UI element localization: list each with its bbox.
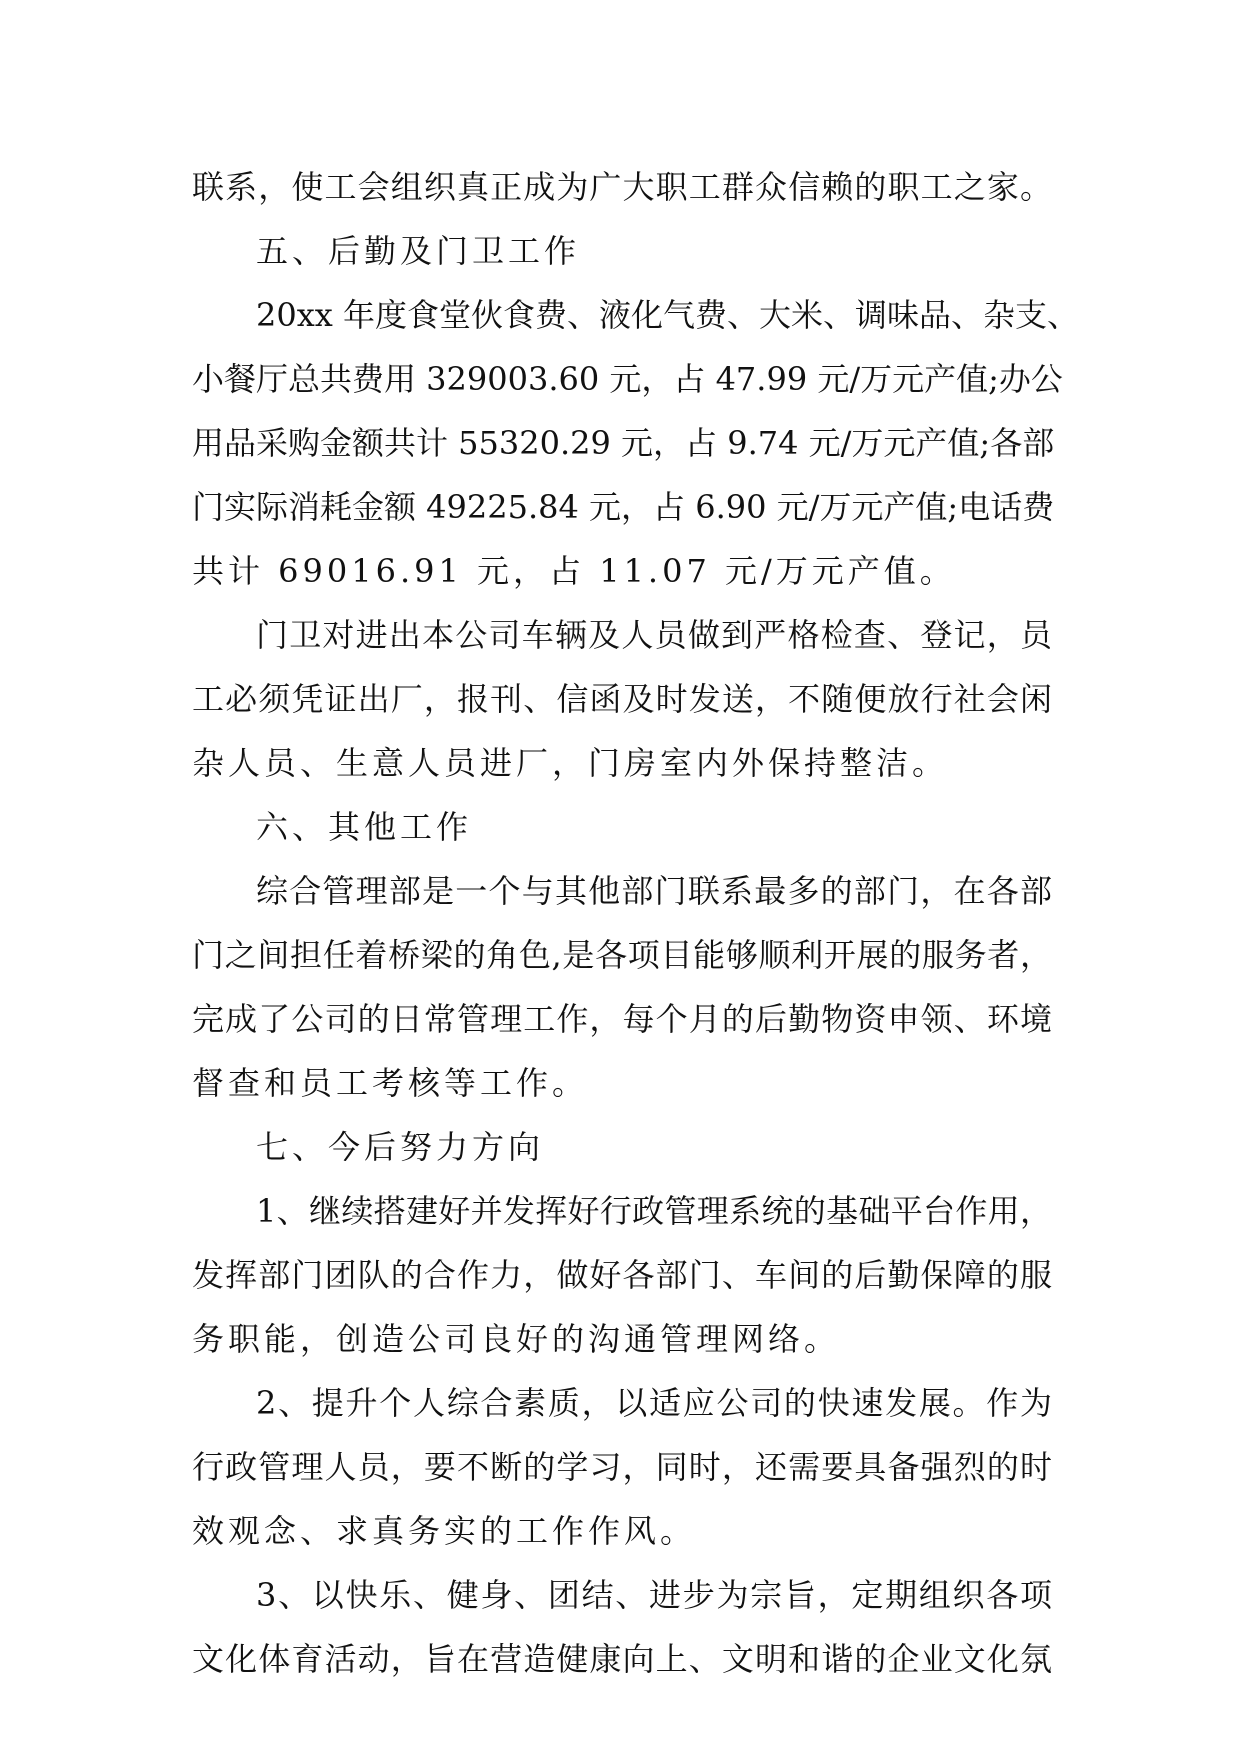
text-line: 共计 69016.91 元，占 11.07 元/万元产值。 (192, 552, 956, 590)
text-line: 六、其他工作 (256, 808, 473, 846)
text-line: 2、提升个人综合素质，以适应公司的快速发展。作为 (256, 1384, 1052, 1422)
text-line: 20xx 年度食堂伙食费、液化气费、大米、调味品、杂支、 (256, 296, 1079, 334)
text-line: 行政管理人员，要不断的学习，同时，还需要具备强烈的时 (192, 1448, 1052, 1486)
text-line: 联系，使工会组织真正成为广大职工群众信赖的职工之家。 (192, 168, 1052, 206)
text-line: 文化体育活动，旨在营造健康向上、文明和谐的企业文化氛 (192, 1640, 1052, 1678)
text-line: 五、后勤及门卫工作 (256, 232, 581, 270)
text-line: 综合管理部是一个与其他部门联系最多的部门，在各部 (256, 872, 1052, 910)
text-line: 1、继续搭建好并发挥好行政管理系统的基础平台作用， (256, 1192, 1052, 1230)
text-line: 门卫对进出本公司车辆及人员做到严格检查、登记，员 (256, 616, 1052, 654)
text-line: 3、以快乐、健身、团结、进步为宗旨，定期组织各项 (256, 1576, 1052, 1614)
text-line: 门之间担任着桥梁的角色,是各项目能够顺利开展的服务者， (192, 936, 1052, 974)
text-line: 效观念、求真务实的工作作风。 (192, 1512, 697, 1550)
text-line: 七、今后努力方向 (256, 1128, 545, 1166)
text-line: 督查和员工考核等工作。 (192, 1064, 589, 1102)
document-body (192, 155, 1079, 1691)
text-line: 门实际消耗金额 49225.84 元，占 6.90 元/万元产值;电话费 (192, 488, 1055, 526)
text-line: 杂人员、生意人员进厂，门房室内外保持整洁。 (192, 744, 949, 782)
text-line: 小餐厅总共费用 329003.60 元，占 47.99 元/万元产值;办公 (192, 360, 1063, 398)
text-line: 用品采购金额共计 55320.29 元，占 9.74 元/万元产值;各部 (192, 424, 1055, 462)
text-line: 完成了公司的日常管理工作，每个月的后勤物资申领、环境 (192, 1000, 1052, 1038)
text-line: 工必须凭证出厂，报刊、信函及时发送，不随便放行社会闲 (192, 680, 1052, 718)
text-line: 发挥部门团队的合作力，做好各部门、车间的后勤保障的服 (192, 1256, 1052, 1294)
text-line: 务职能，创造公司良好的沟通管理网络。 (192, 1320, 841, 1358)
